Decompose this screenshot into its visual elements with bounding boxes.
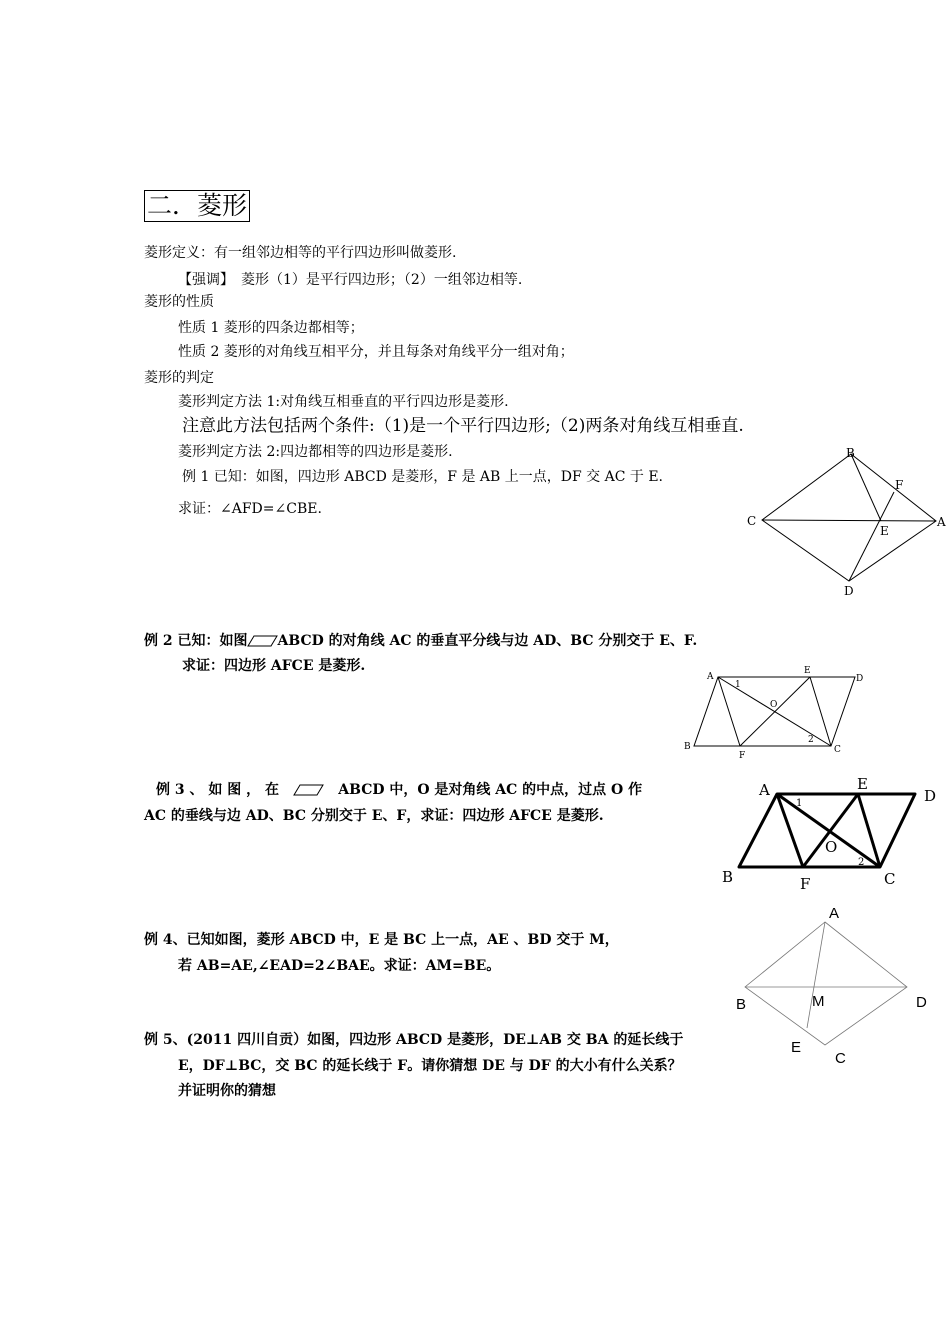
fig2-label-e: E: [804, 666, 811, 676]
properties-heading: 菱形的性质: [144, 294, 214, 310]
fig1-label-b: B: [846, 446, 855, 460]
fig3-label-f: F: [800, 875, 811, 893]
fig1-label-d: D: [844, 584, 854, 598]
fig2-label-o: O: [770, 700, 778, 710]
example-3-parallelogram-figure: [715, 772, 950, 897]
fig2-segment-ef: [740, 677, 810, 746]
criteria-heading: 菱形的判定: [144, 370, 214, 386]
fig3-label-a: A: [759, 781, 770, 799]
example-3-statement: [156, 781, 642, 799]
fig2-label-2: 2: [808, 735, 814, 745]
example-2-statement: [144, 632, 697, 650]
fig3-label-2: 2: [858, 857, 865, 868]
fig3-label-o: O: [825, 838, 838, 856]
fig1-label-e: E: [880, 524, 889, 538]
parallelogram-symbol-icon: [248, 635, 278, 647]
example-5-line-2: E，DF⊥BC，交 BC 的延长线于 F。请你猜想 DE 与 DF 的大小有什么关系？: [178, 1058, 682, 1074]
fig3-label-c: C: [884, 870, 896, 888]
property-1: 性质 1 菱形的四条边都相等；: [178, 320, 364, 336]
example-4-prove: 若 AB=AE,∠EAD=2∠BAE。求证：AM=BE。: [178, 958, 501, 974]
fig3-label-1: 1: [796, 798, 803, 809]
fig4-label-c: C: [835, 1050, 846, 1067]
example-3-line-2: AC 的垂线与边 AD、BC 分别交于 E、F，求证：四边形 AFCE 是菱形.: [144, 808, 604, 824]
criterion-1: 菱形判定方法 1:对角线互相垂直的平行四边形是菱形.: [178, 394, 509, 410]
criterion-2: 菱形判定方法 2:四边都相等的四边形是菱形.: [178, 444, 453, 460]
fig1-label-c: C: [747, 514, 757, 528]
example-2-parallelogram-figure: [680, 662, 880, 767]
fig2-label-a: A: [707, 672, 714, 682]
example-3-prefix: 例 3 、 如 图 ， 在: [156, 782, 279, 798]
example-4-statement: 例 4、已知如图，菱形 ABCD 中，E 是 BC 上一点，AE 、BD 交于 M，: [144, 932, 619, 948]
fig4-segment-ae: [807, 922, 825, 1028]
fig4-label-m: M: [812, 993, 825, 1010]
example-2-suffix: ABCD 的对角线 AC 的垂直平分线与边 AD、BC 分别交于 E、F.: [277, 633, 698, 649]
fig1-label-a: A: [937, 515, 946, 529]
example-2-prove: 求证：四边形 AFCE 是菱形.: [182, 658, 366, 674]
fig3-segment-ef: [803, 794, 858, 867]
fig3-label-b: B: [722, 868, 734, 886]
fig4-label-a: A: [829, 905, 840, 922]
fig4-rhombus: [745, 922, 907, 1045]
property-2: 性质 2 菱形的对角线互相平分，并且每条对角线平分一组对角；: [178, 344, 574, 360]
fig4-label-e: E: [791, 1039, 802, 1056]
example-5-line-3: 并证明你的猜想: [178, 1083, 276, 1099]
definition-text: 菱形定义：有一组邻边相等的平行四边形叫做菱形.: [144, 245, 457, 261]
emphasis-text: 【强调】 菱形（1）是平行四边形；（2）一组邻边相等.: [178, 272, 523, 288]
fig4-label-b: B: [736, 996, 747, 1013]
fig1-segment-be: [851, 454, 881, 521]
fig1-diagonal-ac: [762, 520, 936, 521]
fig3-label-d: D: [924, 787, 937, 805]
fig2-label-b: B: [684, 742, 691, 752]
fig2-label-f: F: [739, 751, 746, 761]
fig4-label-d: D: [916, 994, 927, 1011]
example-5-statement: 例 5、(2011 四川自贡）如图，四边形 ABCD 是菱形，DE⊥AB 交 BA 的延长线于: [144, 1032, 684, 1048]
example-3-suffix: ABCD 中，O 是对角线 AC 的中点，过点 O 作: [338, 782, 643, 798]
fig1-label-f: F: [895, 478, 904, 492]
section-title: 二．菱形: [144, 190, 250, 222]
example-4-rhombus-figure: [730, 900, 950, 1070]
fig1-rhombus: [762, 454, 936, 581]
fig2-label-c: C: [834, 745, 841, 755]
parallelogram-symbol-icon: [294, 784, 324, 796]
fig3-diagonal-ac: [777, 794, 880, 867]
example-1-statement: 例 1 已知：如图，四边形 ABCD 是菱形，F 是 AB 上一点，DF 交 AC 于 E.: [182, 469, 663, 485]
fig2-label-1: 1: [735, 680, 741, 690]
criterion-note: 注意此方法包括两个条件:（1)是一个平行四边形;（2)两条对角线互相垂直.: [182, 416, 744, 436]
example-1-prove: 求证：∠AFD=∠CBE.: [178, 501, 322, 517]
example-2-prefix: 例 2 已知：如图: [144, 633, 248, 649]
fig3-label-e: E: [857, 775, 868, 793]
fig2-label-d: D: [856, 674, 864, 684]
example-1-rhombus-figure: [740, 440, 950, 600]
